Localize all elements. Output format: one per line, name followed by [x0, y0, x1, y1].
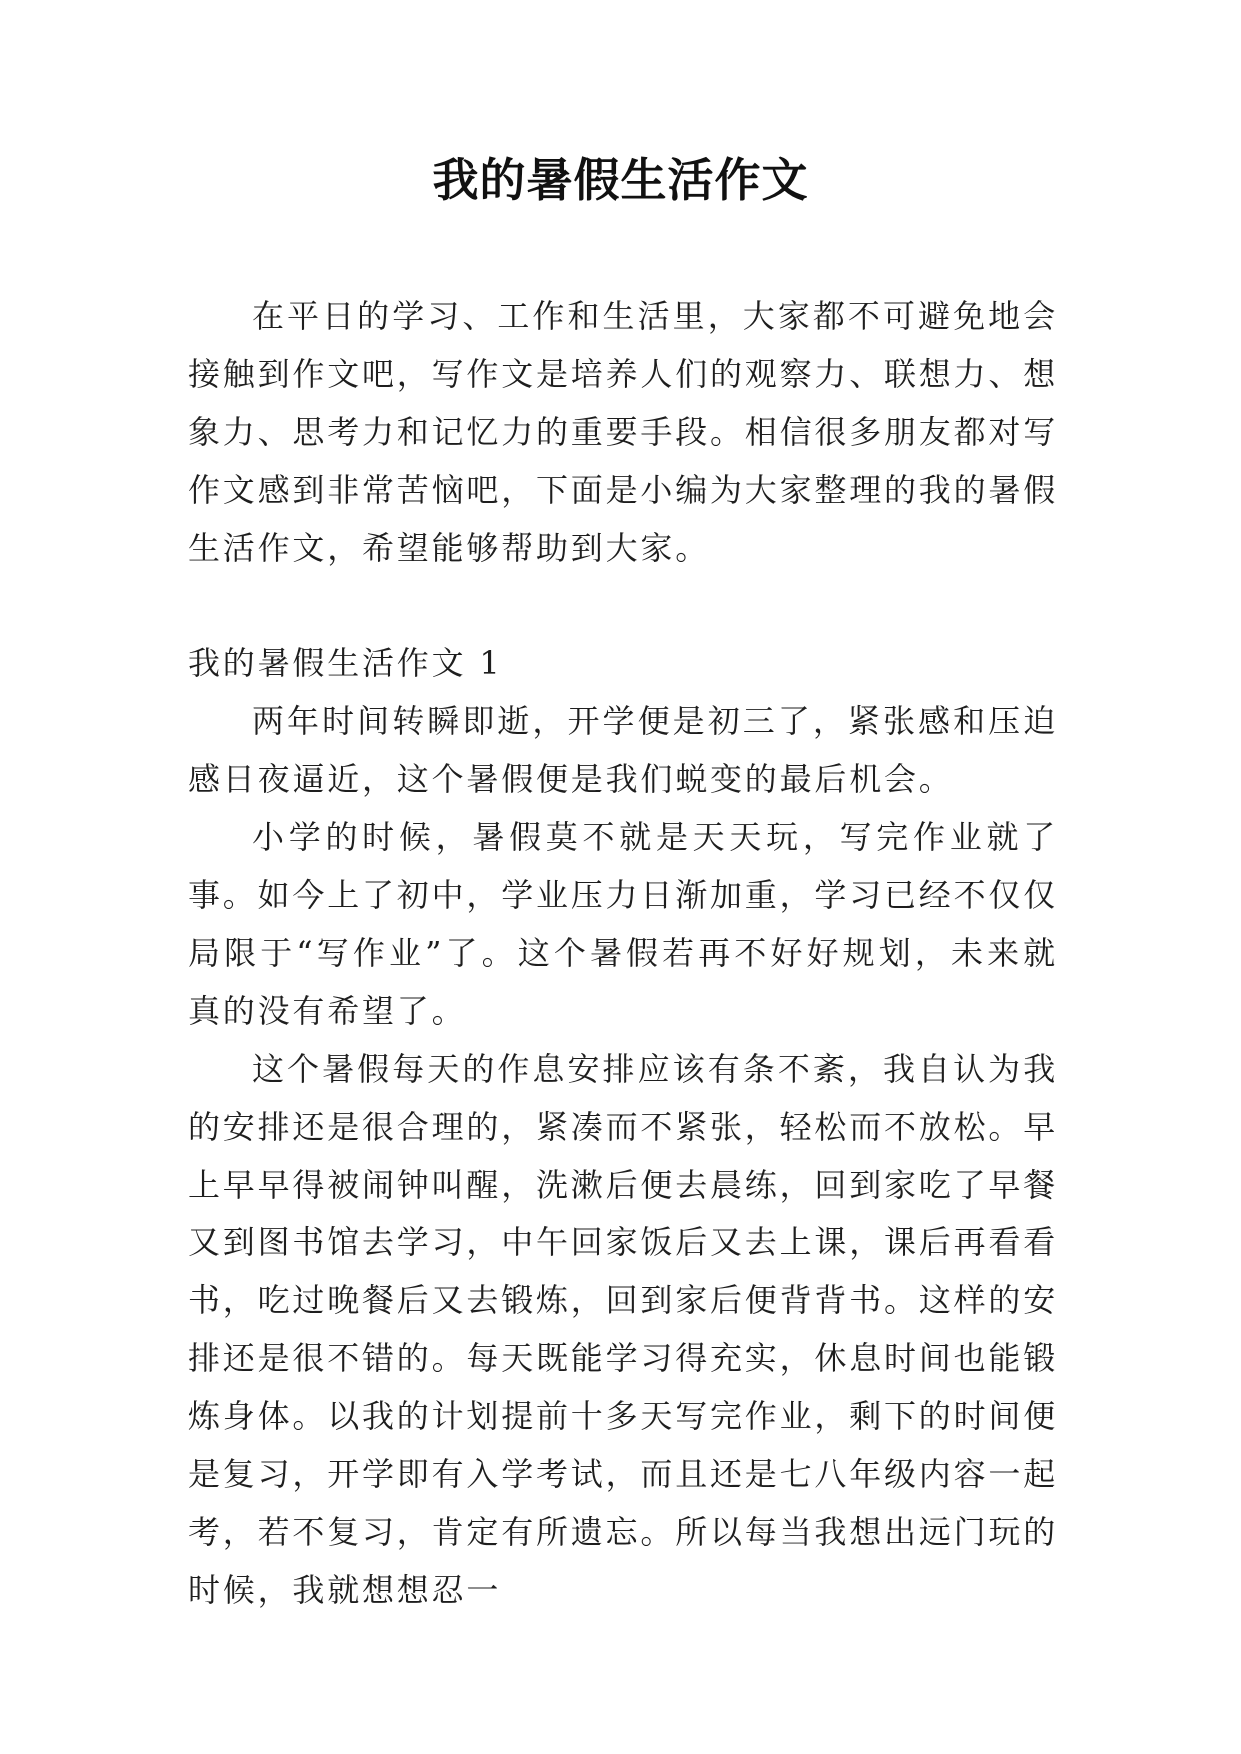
document-body: [188, 288, 1058, 1620]
body-paragraph: 这个暑假每天的作息安排应该有条不紊，我自认为我的安排还是很合理的，紧凑而不紧张，轻松而不放松。早上早早得被闹钟叫醒，洗漱后便去晨练，回到家吃了早餐又到图书馆去学习，中午回家饭后又去上课，课后再看看书，吃过晚餐后又去锻炼，回到家后便背背书。这样的安排还是很不错的。每天既能学习得充实，休息时间也能锻炼身体。以我的计划提前十多天写完作业，剩下的时间便是复习，开学即有入学考试，而且还是七八年级内容一起考，若不复习，肯定有所遗忘。所以每当我想出远门玩的时候，我就想想忍一: [188, 1049, 1059, 1609]
section-heading: 我的暑假生活作文 1: [188, 644, 503, 683]
body-paragraph: 两年时间转瞬即逝，开学便是初三了，紧张感和压迫感日夜逼近，这个暑假便是我们蜕变的最后机会。: [188, 702, 1058, 799]
document-title: 我的暑假生活作文: [432, 153, 809, 207]
intro-paragraph: 在平日的学习、工作和生活里，大家都不可避免地会接触到作文吧，写作文是培养人们的观察力、联想力、想象力、思考力和记忆力的重要手段。相信很多朋友都对写作文感到非常苦恼吧，下面是小编为大家整理的我的暑假生活作文，希望能够帮助到大家。: [188, 297, 1059, 567]
body-paragraph: 小学的时候，暑假莫不就是天天玩，写完作业就了事。如今上了初中，学业压力日渐加重，学习已经不仅仅局限于“写作业”了。这个暑假若再不好好规划，未来就真的没有希望了。: [188, 818, 1059, 1030]
